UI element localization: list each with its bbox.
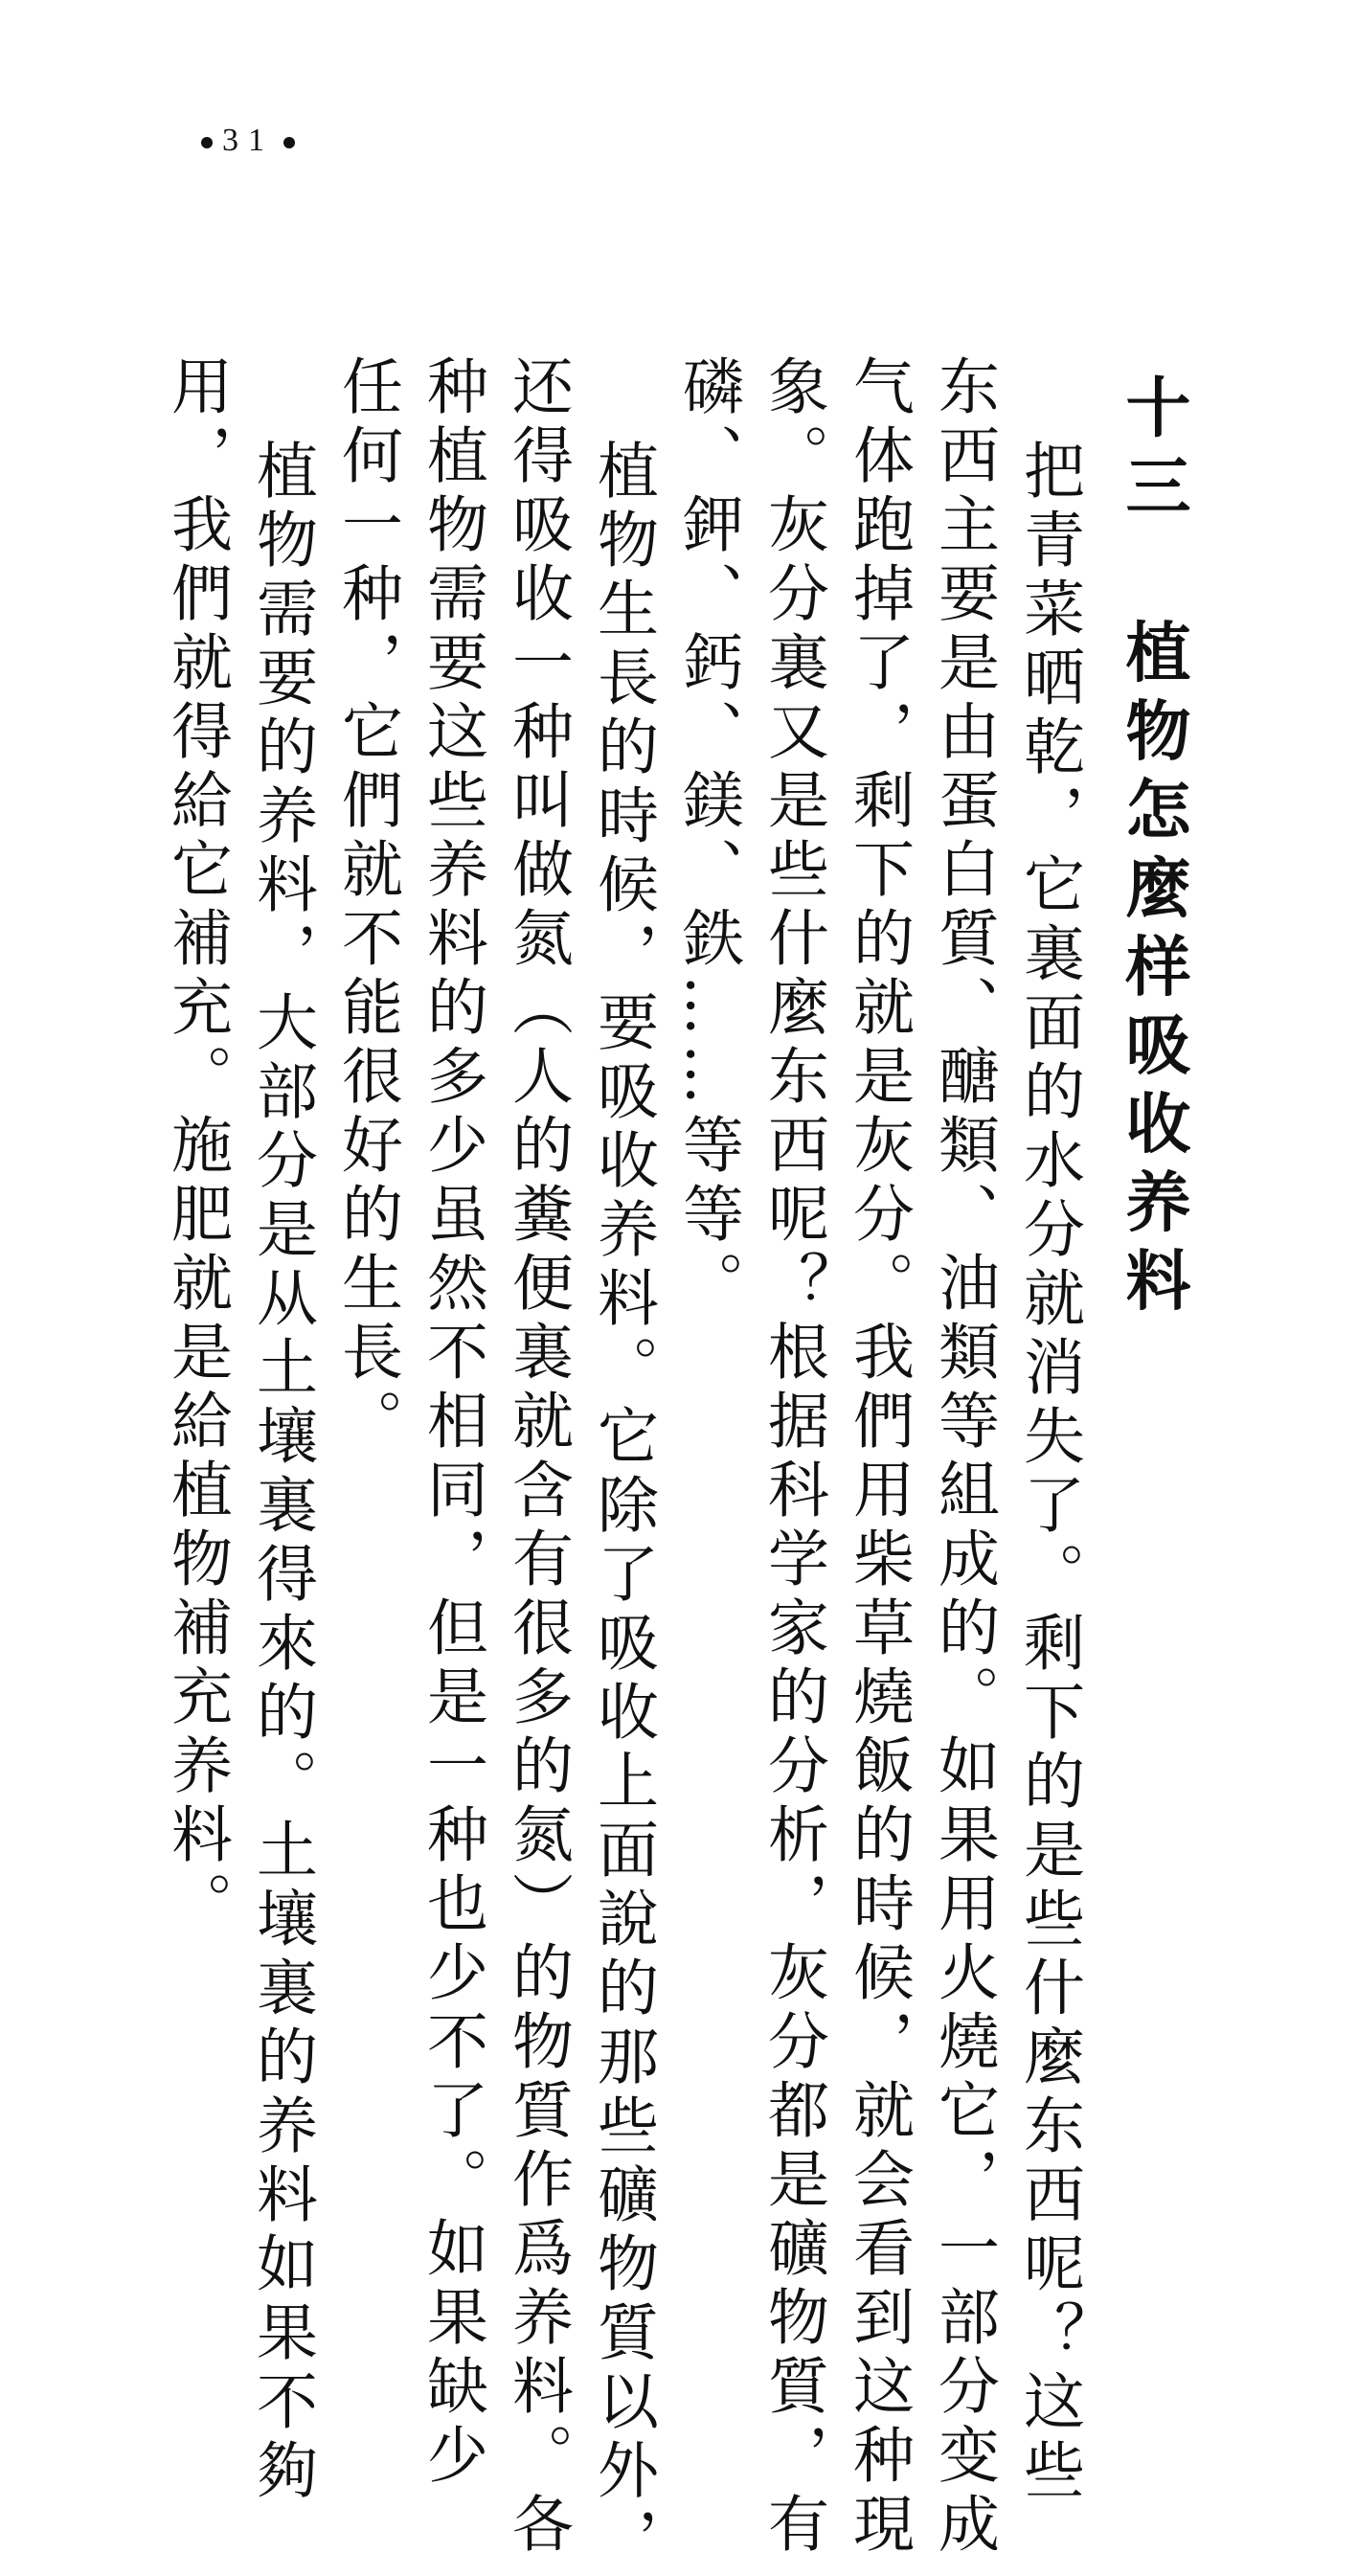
chapter-heading — [1115, 373, 1191, 1484]
text-line: 种植物需要这些养料的多少虽然不相同，但是一种也少不了。如果缺少 — [417, 354, 487, 2492]
body-text — [153, 354, 1091, 2576]
text-line: 还得吸收一种叫做氮（人的糞便裏就含有很多的氮）的物質作爲养料。各 — [502, 354, 573, 2561]
text-line: 象。灰分裏又是些什麼东西呢？根据科学家的分析，灰分都是礦物質，有 — [758, 354, 828, 2561]
text-line: 东西主要是由蛋白質、醣類、油類等組成的。如果用火燒它，一部分变成 — [928, 354, 999, 2561]
text-line: 把青菜晒乾，它裏面的水分就消失了。剩下的是些什麼东西呢？这些 — [1013, 439, 1084, 2507]
page-number: 31 — [192, 123, 305, 159]
text-line: 任何一种，它們就不能很好的生長。 — [331, 354, 402, 1457]
text-line: 气体跑掉了，剩下的就是灰分。我們用柴草燒飯的時候，就会看到这种現 — [843, 354, 914, 2561]
text-line: 植物生長的時候，要吸收养料。它除了吸收上面說的那些礦物質以外， — [587, 439, 658, 2576]
chapter-title: 植物怎麼样吸收养料 — [1115, 618, 1191, 1325]
text-line: 植物需要的养料，大部分是从土壤裏得來的。土壤裏的养料如果不夠 — [246, 439, 317, 2507]
text-line: 磷、鉀、鈣、鎂、鉄……等等。 — [672, 354, 743, 1320]
text-line: 用，我們就得給它補充。施肥就是給植物補充养料。 — [161, 354, 232, 1940]
chapter-number: 十三 — [1115, 373, 1191, 531]
